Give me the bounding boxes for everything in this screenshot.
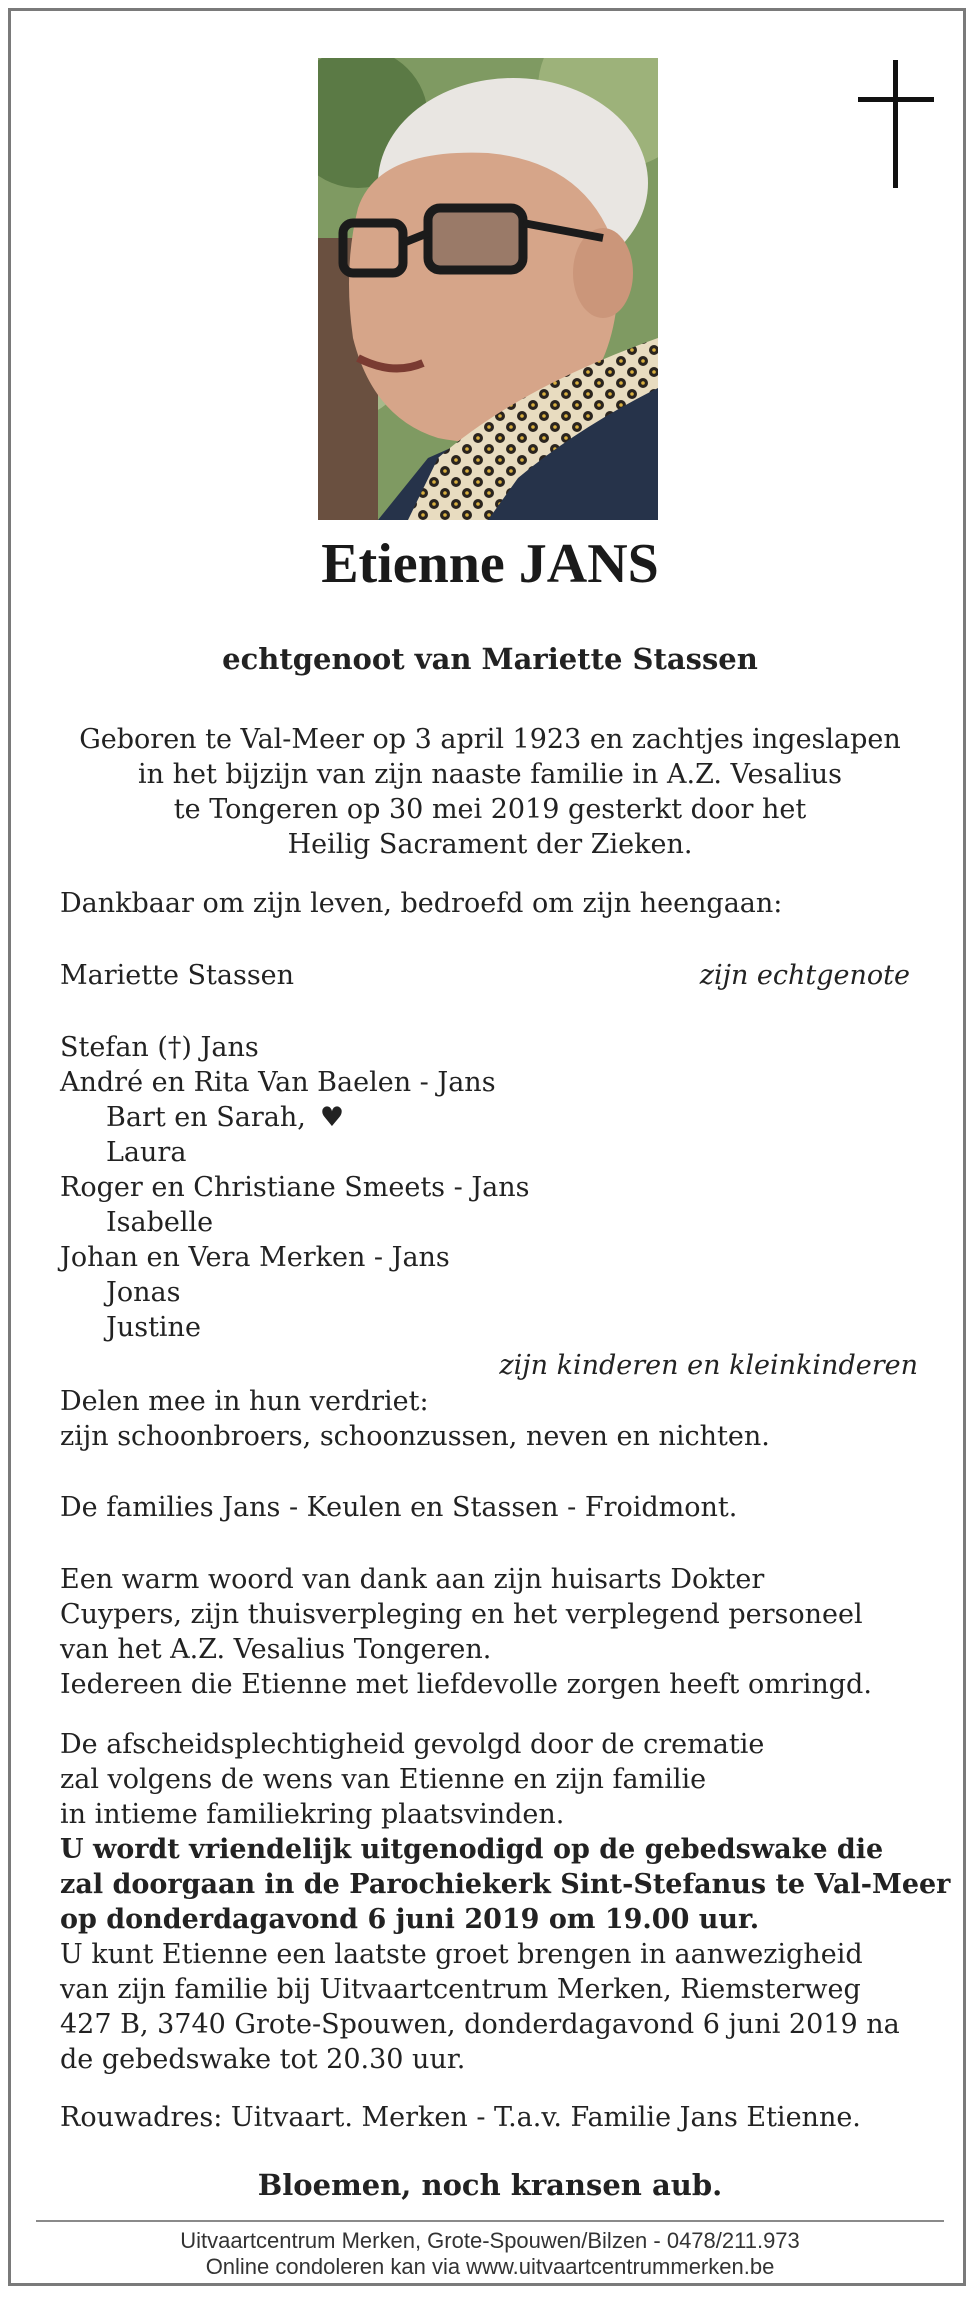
portrait-photo — [318, 58, 658, 520]
ceremony-bold-line: zal doorgaan in de Parochiekerk Sint-Stefanus te Val-Meer — [60, 1869, 951, 1900]
family-line: Stefan (†) Jans — [60, 1032, 259, 1063]
footer-line: Uitvaartcentrum Merken, Grote-Spouwen/Bilzen - 0478/211.973 — [180, 2228, 800, 2253]
share-line: Delen mee in hun verdriet: — [60, 1386, 429, 1417]
deceased-name: Etienne JANS — [321, 533, 659, 595]
widow-role: zijn echtgenote — [699, 960, 910, 991]
footer-line: Online condoleren kan via www.uitvaartcentrummerken.be — [205, 2254, 775, 2279]
birth-line: Geboren te Val-Meer op 3 april 1923 en zachtjes ingeslapen — [79, 724, 901, 755]
birth-line: in het bijzijn van zijn naaste familie in A.Z. Vesalius — [137, 759, 843, 790]
grateful-line: Dankbaar om zijn leven, bedroefd om zijn heengaan: — [60, 888, 783, 919]
birth-line: Heilig Sacrament der Zieken. — [287, 829, 693, 860]
ceremony-bold-line: U wordt vriendelijk uitgenodigd op de gebedswake die — [60, 1834, 884, 1865]
share-line: zijn schoonbroers, schoonzussen, neven en nichten. — [60, 1421, 770, 1452]
family-line: Laura — [106, 1137, 187, 1168]
ceremony-line: 427 B, 3740 Grote-Spouwen, donderdagavond 6 juni 2019 na — [60, 2009, 900, 2040]
family-line: Justine — [106, 1312, 201, 1343]
ceremony-line: in intieme familiekring plaatsvinden. — [60, 1799, 565, 1830]
footer — [0, 2228, 980, 2280]
ceremony-line: De afscheidsplechtigheid gevolgd door de crematie — [60, 1729, 765, 1760]
thanks-line: Cuypers, zijn thuisverpleging en het verplegend personeel — [60, 1599, 863, 1630]
ceremony-line: zal volgens de wens van Etienne en zijn familie — [60, 1764, 707, 1795]
footer-divider — [36, 2220, 944, 2222]
thanks-line: van het A.Z. Vesalius Tongeren. — [60, 1634, 492, 1665]
spouse-line: echtgenoot van Mariette Stassen — [222, 642, 758, 676]
birth-line: te Tongeren op 30 mei 2019 gesterkt door het — [173, 794, 807, 825]
family-line: André en Rita Van Baelen - Jans — [60, 1067, 496, 1098]
thanks-line: Iedereen die Etienne met liefdevolle zorgen heeft omringd. — [60, 1669, 872, 1700]
family-line: Roger en Christiane Smeets - Jans — [60, 1172, 530, 1203]
family-line: Isabelle — [106, 1207, 214, 1238]
family-line-text: Bart en Sarah, — [106, 1102, 306, 1133]
family-line: Johan en Vera Merken - Jans — [60, 1242, 450, 1273]
family-line: Jonas — [106, 1277, 181, 1308]
ceremony-bold-line: op donderdagavond 6 juni 2019 om 19.00 uur. — [60, 1904, 760, 1935]
closing-line: Bloemen, noch kransen aub. — [257, 2168, 723, 2202]
heart-icon: ♥ — [319, 1102, 345, 1133]
ceremony-line: van zijn familie bij Uitvaartcentrum Merken, Riemsterweg — [60, 1974, 861, 2005]
family-role: zijn kinderen en kleinkinderen — [499, 1350, 918, 1381]
families-line: De families Jans - Keulen en Stassen - Froidmont. — [60, 1492, 738, 1523]
address-line: Rouwadres: Uitvaart. Merken - T.a.v. Familie Jans Etienne. — [60, 2102, 861, 2133]
birth-paragraph — [0, 722, 980, 862]
widow-name: Mariette Stassen — [60, 960, 295, 991]
ceremony-line: de gebedswake tot 20.30 uur. — [60, 2044, 466, 2075]
ceremony-line: U kunt Etienne een laatste groet brengen in aanwezigheid — [60, 1939, 863, 1970]
cross-icon — [858, 60, 934, 188]
family-line — [106, 1100, 344, 1135]
thanks-line: Een warm woord van dank aan zijn huisarts Dokter — [60, 1564, 765, 1595]
